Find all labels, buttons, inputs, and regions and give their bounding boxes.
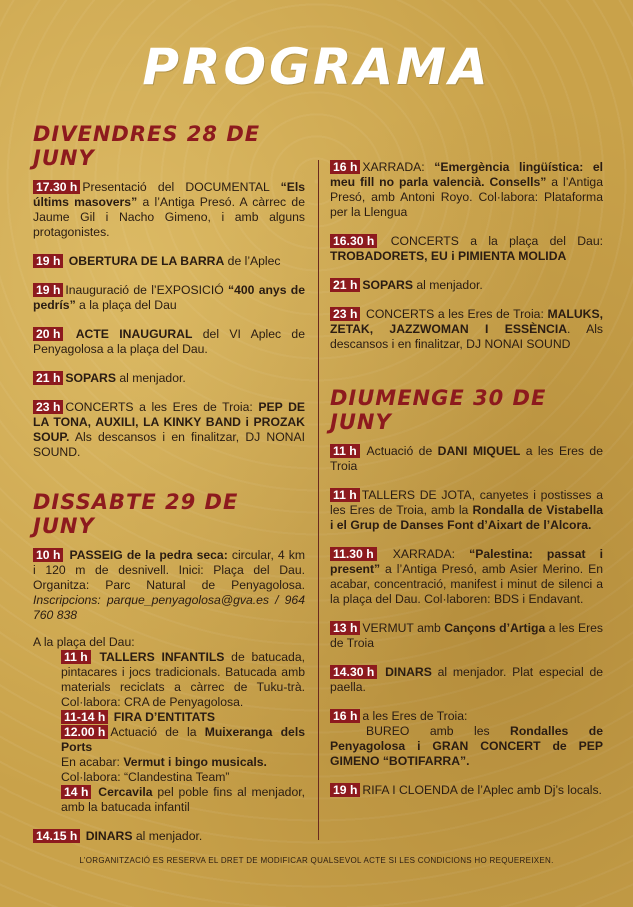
event-highlight: DINARS <box>385 665 432 679</box>
event-text: CONCERTS a la plaça del Dau: <box>379 234 603 248</box>
event-text: Actuació de la <box>110 725 205 739</box>
time-badge: 14.30 h <box>330 665 377 679</box>
time-badge: 19 h <box>33 254 63 268</box>
event-highlight: PASSEIG de la pedra seca: <box>69 548 228 562</box>
event-highlight: PEP DE LA TONA, AUXILI, LA KINKY BAND i PROZAK SOUP. <box>33 400 306 444</box>
event-fri-3 <box>33 283 305 313</box>
event-sun-6 <box>330 709 603 769</box>
event-sat-dinner <box>330 278 603 293</box>
column-divider <box>318 160 319 840</box>
event-highlight: “Palestina: passat i present” <box>330 547 603 576</box>
event-text: de batucada, pintacares i jocs tradicionals. Batucada amb materials reciclats a càrrec de Tuku-trà. Col·labora: CRA de Penyagolosa. <box>61 650 305 709</box>
time-badge: 23 h <box>33 400 63 414</box>
event-highlight: OBERTURA DE LA BARRA <box>68 254 225 268</box>
event-text: . Als descansos i en finalitzar, DJ NONAI SOUND <box>330 322 603 351</box>
time-badge: 17.30 h <box>33 180 80 194</box>
event-text: a l’Antiga Presó, amb Antoni Royo. Col·labora: Plataforma per la Llengua <box>330 175 603 219</box>
event-sun-1 <box>330 444 603 474</box>
page-title: PROGRAMA <box>142 38 491 96</box>
event-text: BUREO amb les <box>366 724 511 738</box>
event-text: a l’Antiga Presó, amb Asier Merino. En acabar, concentració, manifest i minut de silenci a la plaça del Dau. Col·laboren: BDS i Endavant. <box>330 562 603 606</box>
event-text: pel poble fins al menjador, amb la batucada infantil <box>61 785 305 814</box>
event-text: En acabar: <box>61 755 124 769</box>
event-sat-1 <box>33 548 305 623</box>
event-text: TALLERS DE JOTA, canyetes i postisses a les Eres de Troia, amb la <box>330 488 603 517</box>
event-text: a l’Antiga Presó. A càrrec de Jaume Gil i Nacho Gimeno, i amb alguns protagonistes. <box>33 195 305 239</box>
time-badge: 21 h <box>330 278 360 292</box>
event-sun-5 <box>330 665 603 695</box>
event-text: Actuació de <box>366 444 438 458</box>
time-badge: 19 h <box>33 283 63 297</box>
time-badge: 13 h <box>330 621 360 635</box>
time-badge: 16.30 h <box>330 234 377 248</box>
sunday-heading: DIUMENGE 30 DE JUNY <box>330 386 547 434</box>
event-text: a la plaça del Dau <box>75 298 177 312</box>
event-highlight: DINARS <box>85 829 133 843</box>
event-text: al menjador. Plat especial de paella. <box>330 665 603 694</box>
friday-heading: DIVENDRES 28 DE JUNY <box>33 122 261 170</box>
event-text: de l’Aplec <box>224 254 281 268</box>
time-badge: 12.00 h <box>61 725 108 739</box>
event-sat-muixeranga <box>61 725 305 755</box>
time-badge: 16 h <box>330 709 360 723</box>
event-highlight: SOPARS <box>65 371 116 385</box>
time-badge: 20 h <box>33 327 63 341</box>
left-column <box>33 122 305 858</box>
time-badge: 10 h <box>33 548 63 562</box>
event-fri-4 <box>33 327 305 357</box>
event-text: Presentació del DOCUMENTAL <box>82 180 281 194</box>
time-badge: 11 h <box>61 650 91 664</box>
time-badge: 16 h <box>330 160 360 174</box>
event-highlight: Cercavila <box>98 785 153 799</box>
time-badge: 11.30 h <box>330 547 377 561</box>
event-sat-lunch <box>33 829 305 844</box>
event-highlight: DANI MIQUEL <box>437 444 521 458</box>
event-text: circular, 4 km i 120 m de desnivell. Inici: Plaça del Dau. Organitza: Parc Natural de Penyagolosa. <box>33 548 306 592</box>
time-badge: 21 h <box>33 371 63 385</box>
event-sat-concerts-dau <box>330 234 603 264</box>
event-text: Col·labora: “Clandestina Team” <box>61 770 230 784</box>
right-column <box>330 160 603 812</box>
event-text: XARRADA: <box>362 160 435 174</box>
event-text: XARRADA: <box>392 547 470 561</box>
event-fri-2 <box>33 254 305 269</box>
time-badge: 14 h <box>61 785 91 799</box>
event-text: al menjador. <box>412 278 483 292</box>
event-text: Als descansos i en finalitzar, DJ NONAI SOUND. <box>33 430 305 459</box>
event-highlight: Rondalles de Penyagolosa i GRAN CONCERT de PEP GIMENO “BOTIFARRA”. <box>330 724 603 768</box>
saturday-heading: DISSABTE 29 DE JUNY <box>33 490 239 538</box>
event-highlight: Muixeranga dels Ports <box>61 725 305 754</box>
event-fri-1 <box>33 180 305 240</box>
event-text: a les Eres de Troia <box>330 444 603 473</box>
footer-disclaimer: L’ORGANITZACIÓ ES RESERVA EL DRET DE MODIFICAR QUALSEVOL ACTE SI LES CONDICIONS HO REQUEREIXEN. <box>79 856 554 865</box>
event-highlight: Rondalla de Vistabella i el Grup de Danses Font d’Aixart de l’Alcora. <box>330 503 603 532</box>
plaza-activities <box>61 650 305 815</box>
event-highlight: FIRA D’ENTITATS <box>113 710 216 724</box>
event-sun-7 <box>330 783 603 798</box>
event-sun-2 <box>330 488 603 533</box>
event-text: VERMUT amb <box>362 621 445 635</box>
event-highlight: “400 anys de pedrís” <box>33 283 305 312</box>
event-sun-3 <box>330 547 603 607</box>
event-highlight: TALLERS INFANTILS <box>99 650 225 664</box>
event-sat-fair <box>61 710 305 725</box>
time-badge: 19 h <box>330 783 360 797</box>
event-highlight: Vermut i bingo musicals. <box>123 755 267 769</box>
time-badge: 11 h <box>330 488 360 502</box>
event-sat-cercavila <box>61 785 305 815</box>
time-badge: 14.15 h <box>33 829 80 843</box>
event-highlight: ACTE INAUGURAL <box>75 327 193 341</box>
event-text: al menjador. <box>132 829 203 843</box>
registration-info: Inscripcions: parque_penyagolosa@gva.es / 964 760 838 <box>33 593 305 622</box>
event-text: a les Eres de Troia <box>330 621 603 650</box>
event-highlight: “Els últims masovers” <box>33 180 305 209</box>
event-highlight: TROBADORETS, EU i PIMIENTA MOLIDA <box>330 249 567 263</box>
event-text: al menjador. <box>115 371 186 385</box>
event-text: CONCERTS a les Eres de Troia: <box>65 400 259 414</box>
event-sat-talk <box>330 160 603 220</box>
event-highlight: MALUKS, ZETAK, JAZZWOMAN I ESSÈNCIA <box>330 307 603 336</box>
event-sat-concerts-eres <box>330 307 603 352</box>
event-text: a les Eres de Troia: <box>362 709 468 723</box>
time-badge: 11 h <box>330 444 360 458</box>
event-fri-5 <box>33 371 305 386</box>
time-badge: 23 h <box>330 307 360 321</box>
event-sun-4 <box>330 621 603 651</box>
event-sat-workshops <box>61 650 305 710</box>
event-text: RIFA I CLOENDA de l’Aplec amb Dj’s locals. <box>362 783 602 797</box>
event-text: Inauguració de l’EXPOSICIÓ <box>65 283 228 297</box>
event-highlight: SOPARS <box>362 278 413 292</box>
event-highlight: Cançons d’Artiga <box>444 621 546 635</box>
place-label: A la plaça del Dau: <box>33 635 135 649</box>
event-sat-vermut <box>61 755 305 785</box>
event-highlight: “Emergència lingüística: el meu fill no parla valencià. Consells” <box>330 160 603 189</box>
event-text: CONCERTS a les Eres de Troia: <box>362 307 548 321</box>
event-text: del VI Aplec de Penyagolosa a la plaça del Dau. <box>33 327 305 356</box>
time-badge: 11-14 h <box>61 710 108 724</box>
event-fri-6 <box>33 400 305 460</box>
